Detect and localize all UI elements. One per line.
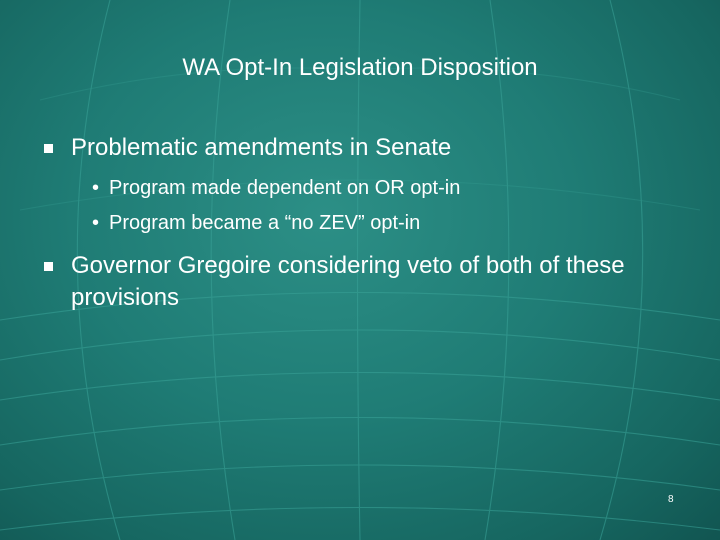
sub-bullet-item xyxy=(92,206,652,241)
square-bullet-icon xyxy=(44,144,53,153)
page-number: 8 xyxy=(668,494,674,505)
bullet-text: Governor Gregoire considering veto of both of these provisions xyxy=(71,252,625,311)
bullet-item xyxy=(44,250,664,314)
bullet-item xyxy=(44,132,664,164)
bullet-text: Problematic amendments in Senate xyxy=(71,134,452,161)
dot-bullet-icon: • xyxy=(92,212,100,234)
sub-bullet-list xyxy=(92,171,652,241)
sub-bullet-text: Program made dependent on OR opt-in xyxy=(109,177,461,199)
sub-bullet-item xyxy=(92,171,652,206)
square-bullet-icon xyxy=(44,262,53,271)
dot-bullet-icon: • xyxy=(92,177,100,199)
sub-bullet-text: Program became a “no ZEV” opt-in xyxy=(109,212,421,234)
slide-title: WA Opt-In Legislation Disposition xyxy=(182,54,538,81)
